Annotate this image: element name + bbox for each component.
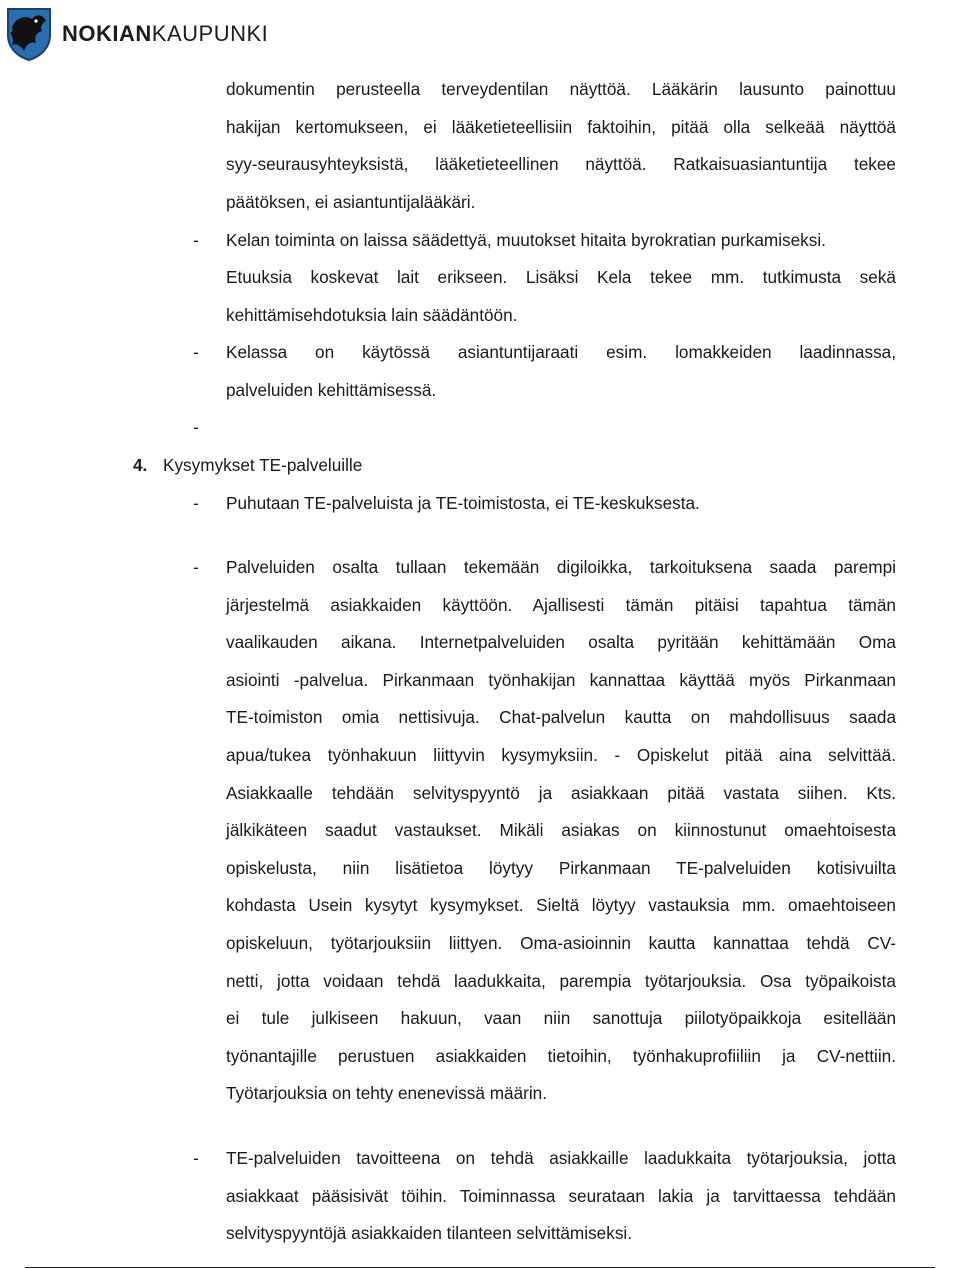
section-title: Kysymykset TE-palveluille <box>163 455 363 475</box>
bullet-line: selvityspyyntöjä asiakkaiden tilanteen selvittämiseksi. <box>226 1223 633 1243</box>
bullet-line: palveluiden kehittämisessä. <box>226 380 437 400</box>
bullet-line: Palveluiden osalta tullaan tekemään digiloikka, tarkoituksena saada parempi <box>226 557 896 577</box>
bullet-line: Kelassa on käytössä asiantuntijaraati esim. lomakkeiden laadinnassa, <box>226 342 896 362</box>
bullet-dash: - <box>193 557 199 577</box>
bullet-dash: - <box>193 342 199 362</box>
paragraph-line: päätöksen, ei asiantuntijalääkäri. <box>226 192 476 212</box>
bullet-line: jälkikäteen saadut vastaukset. Mikäli asiakas on kiinnostunut omaehtoisesta <box>226 820 896 840</box>
paragraph-line: syy-seurausyhteyksistä, lääketieteellinen näyttöä. Ratkaisuasiantuntija tekee <box>226 154 896 174</box>
bullet-dash: - <box>193 493 199 513</box>
footer-rule <box>25 1267 935 1268</box>
bullet-line: TE-palveluiden tavoitteena on tehdä asiakkaille laadukkaita työtarjouksia, jotta <box>226 1148 896 1168</box>
bullet-line: opiskeluun, työtarjouksiin liittyen. Oma-asioinnin kautta kannattaa tehdä CV- <box>226 933 896 953</box>
bullet-dash: - <box>193 1148 199 1168</box>
bullet-line: Asiakkaalle tehdään selvityspyyntö ja asiakkaan pitää vastata siihen. Kts. <box>226 783 896 803</box>
section-number: 4. <box>133 455 148 475</box>
paragraph-line: dokumentin perusteella terveydentilan näyttöä. Lääkärin lausunto painottuu <box>226 79 896 99</box>
bullet-line: asiointi -palvelua. Pirkanmaan työnhakijan kannattaa käyttää myös Pirkanmaan <box>226 670 896 690</box>
bullet-line: ei tule julkiseen hakuun, vaan niin sanottuja piilotyöpaikkoja esitellään <box>226 1008 896 1028</box>
bullet-line: Kelan toiminta on laissa säädettyä, muutokset hitaita byrokratian purkamiseksi. <box>226 230 826 250</box>
bullet-line: Työtarjouksia on tehty enenevissä määrin. <box>226 1083 548 1103</box>
bullet-line: apua/tukea työnhakuun liittyvin kysymyksiin. - Opiskelut pitää aina selvittää. <box>226 745 896 765</box>
brand-bold: NOKIAN <box>62 21 152 46</box>
bullet-line: järjestelmä asiakkaiden käyttöön. Ajallisesti tämän pitäisi tapahtua tämän <box>226 595 896 615</box>
brand-wordmark <box>62 21 268 47</box>
bullet-line: netti, jotta voidaan tehdä laadukkaita, parempia työtarjouksia. Osa työpaikoista <box>226 971 896 991</box>
bullet-line: asiakkaat pääsisivät töihin. Toiminnassa seurataan lakia ja tarvittaessa tehdään <box>226 1186 896 1206</box>
page-header <box>6 4 268 64</box>
bullet-dash: - <box>193 230 199 250</box>
bullet-line: kehittämisehdotuksia lain säädäntöön. <box>226 305 518 325</box>
bullet-line: työnantajille perustuen asiakkaiden tietoihin, työnhakuprofiiliin ja CV-nettiin. <box>226 1046 896 1066</box>
bullet-line: TE-toimiston omia nettisivuja. Chat-palvelun kautta on mahdollisuus saada <box>226 707 896 727</box>
bullet-line: Puhutaan TE-palveluista ja TE-toimistosta, ei TE-keskuksesta. <box>226 493 700 513</box>
brand-light: KAUPUNKI <box>151 21 269 46</box>
bullet-dash: - <box>193 417 199 437</box>
paragraph-line: hakijan kertomukseen, ei lääketieteellisiin faktoihin, pitää olla selkeää näyttöä <box>226 117 896 137</box>
bullet-line: vaalikauden aikana. Internetpalveluiden osalta pyritään kehittämään Oma <box>226 632 896 652</box>
bullet-line: kohdasta Usein kysytyt kysymykset. Sieltä löytyy vastauksia mm. omaehtoiseen <box>226 895 896 915</box>
bullet-line: opiskelusta, niin lisätietoa löytyy Pirkanmaan TE-palveluiden kotisivuilta <box>226 858 896 878</box>
coat-of-arms-icon <box>6 7 52 61</box>
bullet-line: Etuuksia koskevat lait erikseen. Lisäksi Kela tekee mm. tutkimusta sekä <box>226 267 896 287</box>
